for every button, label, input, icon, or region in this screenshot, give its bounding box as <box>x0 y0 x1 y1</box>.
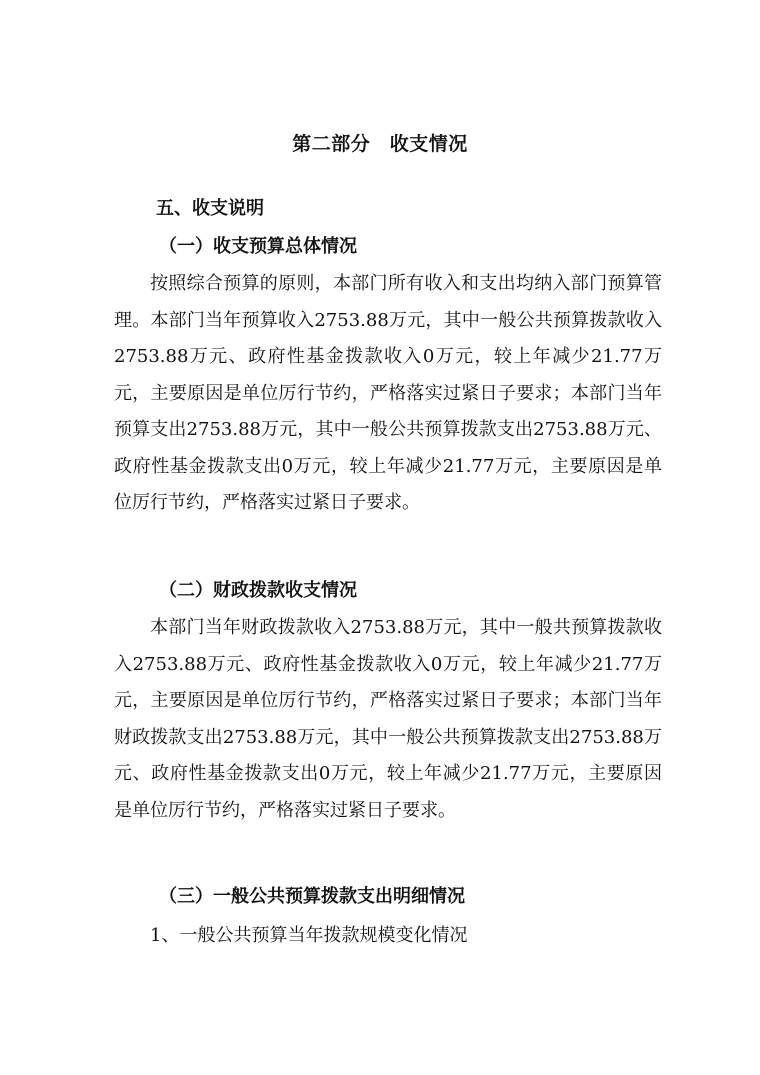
page-title: 第二部分 收支情况 <box>292 133 468 155</box>
list-item-1: 1、一般公共预算当年拨款规模变化情况 <box>150 925 468 946</box>
subsection-body-2: 本部门当年财政拨款收入2753.88万元，其中一般共预算拨款收入2753.88万元、政府性基金拨款收入0万元，较上年减少21.77万元，主要原因是单位厉行节约，严格落实过紧日子要求；本部门当年财政拨款支出2753.88万元，其中一般公共预算拨款支出2753.88万元、政府性基金拨款支出0万元，较上年减少21.77万元，主要原因是单位厉行节约，严格落实过紧日子要求。 <box>114 617 662 821</box>
section-heading: 五、收支说明 <box>156 198 264 219</box>
subsection-heading-1: （一）收支预算总体情况 <box>159 236 357 257</box>
subsection-heading-3: （三）一般公共预算拨款支出明细情况 <box>159 886 465 907</box>
subsection-body-1: 按照综合预算的原则，本部门所有收入和支出均纳入部门预算管理。本部门当年预算收入2753.88万元，其中一般公共预算拨款收入2753.88万元、政府性基金拨款收入0万元，较上年减少21.77万元，主要原因是单位厉行节约，严格落实过紧日子要求；本部门当年预算支出2753.88万元，其中一般公共预算拨款支出2753.88万元、政府性基金拨款支出0万元，较上年减少21.77万元，主要原因是单位厉行节约，严格落实过紧日子要求。 <box>114 273 662 513</box>
subsection-heading-2: （二）财政拨款收支情况 <box>159 580 357 601</box>
